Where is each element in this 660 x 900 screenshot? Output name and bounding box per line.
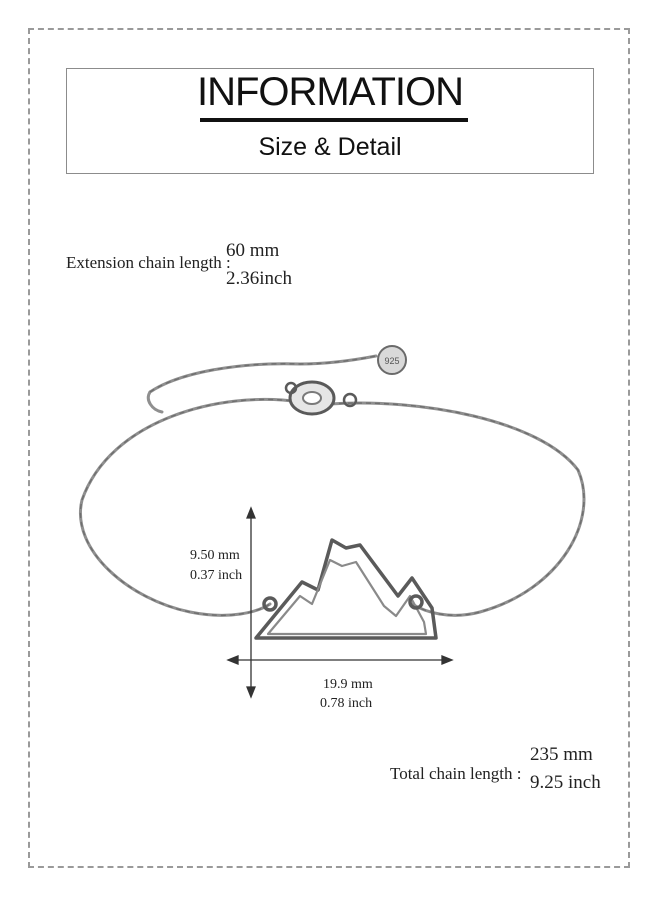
extension-length-inch: 2.36inch <box>226 268 292 289</box>
total-length-label: Total chain length : <box>390 764 522 783</box>
extension-length-label: Extension chain length : <box>66 253 231 272</box>
arrow-left-icon <box>228 656 238 664</box>
extension-length-mm: 60 mm <box>226 240 280 261</box>
tag-925 <box>378 346 406 374</box>
total-length-inch: 9.25 inch <box>530 772 601 793</box>
right-chain <box>330 403 584 615</box>
lobster-clasp <box>286 382 356 414</box>
extension-chain <box>150 356 376 392</box>
total-length-mm: 235 mm <box>530 744 593 765</box>
tag-text: 925 <box>384 356 400 366</box>
page-subtitle: Size & Detail <box>258 133 402 161</box>
pendant-width-mm: 19.9 mm <box>323 677 373 692</box>
arrow-up-icon <box>247 508 255 518</box>
pendant-height-mm: 9.50 mm <box>190 548 240 563</box>
dimension-lines <box>228 508 452 697</box>
mountain-pendant <box>256 540 436 638</box>
page-title: INFORMATION <box>196 70 463 114</box>
arrow-down-icon <box>247 687 255 697</box>
pendant-width-inch: 0.78 inch <box>320 696 373 711</box>
extension-end <box>148 392 162 412</box>
arrow-right-icon <box>442 656 452 664</box>
pendant-height-inch: 0.37 inch <box>190 568 243 583</box>
